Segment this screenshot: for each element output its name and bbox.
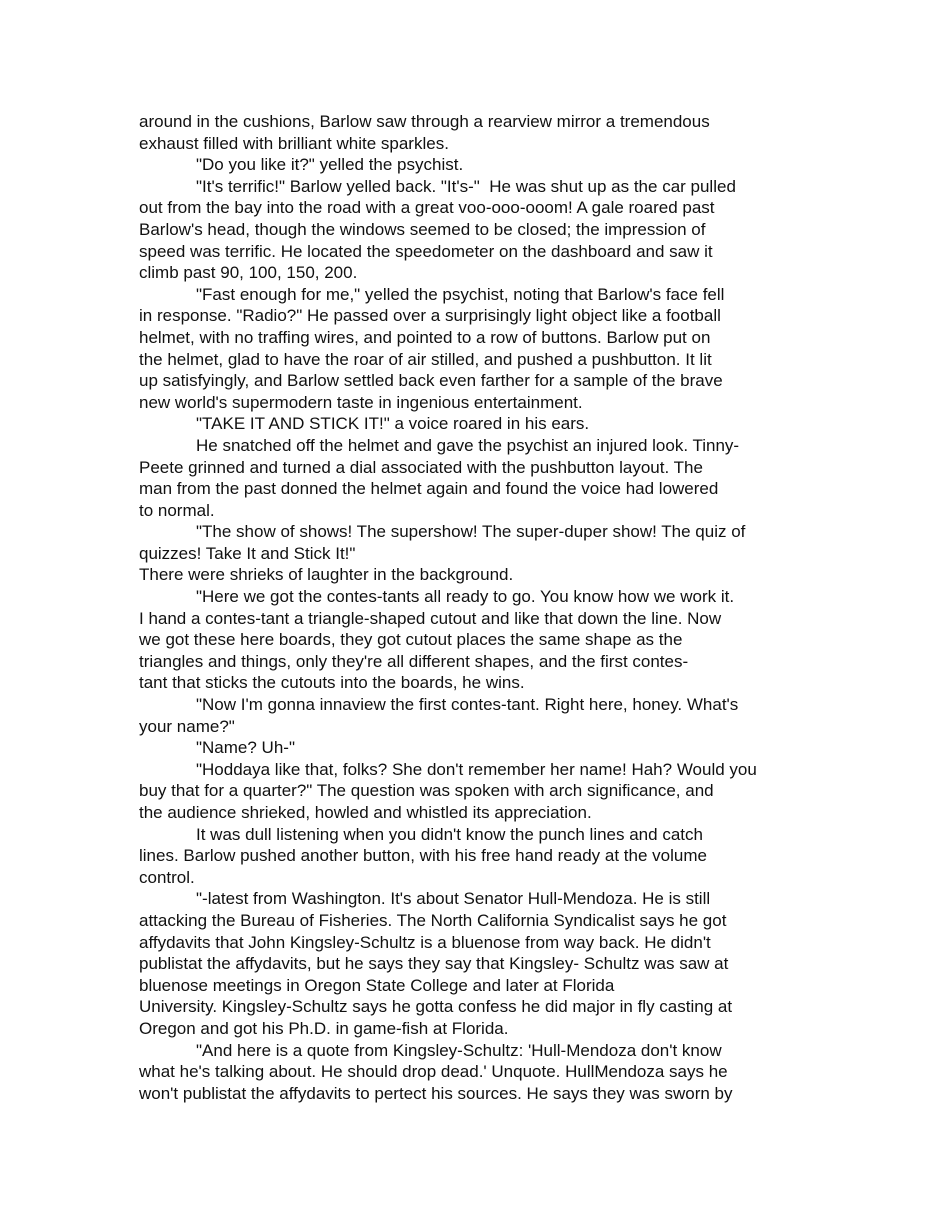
text-line: Barlow's head, though the windows seemed to be closed; the impression of: [139, 219, 706, 239]
text-line: He snatched off the helmet and gave the psychist an injured look. Tinny-: [196, 435, 740, 455]
text-line: we got these here boards, they got cutout places the same shape as the: [139, 630, 683, 650]
text-line: tant that sticks the cutouts into the boards, he wins.: [139, 673, 525, 693]
text-line: quizzes! Take It and Stick It!": [139, 543, 356, 563]
text-line: buy that for a quarter?" The question was spoken with arch significance, and: [139, 781, 714, 801]
text-line: "It's terrific!" Barlow yelled back. "It's-" He was shut up as the car pulled: [196, 176, 736, 196]
text-line: in response. "Radio?" He passed over a surprisingly light object like a football: [139, 306, 721, 326]
text-line: what he's talking about. He should drop dead.' Unquote. HullMendoza says he: [139, 1062, 728, 1082]
text-line: "Here we got the contes-tants all ready to go. You know how we work it.: [196, 587, 735, 607]
text-line: There were shrieks of laughter in the background.: [139, 565, 514, 585]
text-line: I hand a contes-tant a triangle-shaped cutout and like that down the line. Now: [139, 608, 722, 628]
text-line: "Do you like it?" yelled the psychist.: [196, 155, 464, 175]
text-line: man from the past donned the helmet again and found the voice had lowered: [139, 479, 719, 499]
text-line: won't publistat the affydavits to pertect his sources. He says they was sworn by: [139, 1083, 733, 1103]
text-line: exhaust filled with brilliant white sparkles.: [139, 133, 449, 153]
text-line: bluenose meetings in Oregon State College and later at Florida: [139, 975, 615, 995]
text-line: attacking the Bureau of Fisheries. The North California Syndicalist says he got: [139, 910, 727, 930]
text-line: to normal.: [139, 500, 215, 520]
text-line: "Name? Uh-": [196, 738, 295, 758]
text-line: It was dull listening when you didn't know the punch lines and catch: [196, 824, 703, 844]
text-line: University. Kingsley-Schultz says he gotta confess he did major in fly casting at: [139, 997, 733, 1017]
text-line: "Hoddaya like that, folks? She don't remember her name! Hah? Would you: [196, 759, 757, 779]
text-line: affydavits that John Kingsley-Schultz is a bluenose from way back. He didn't: [139, 932, 711, 952]
text-line: Peete grinned and turned a dial associated with the pushbutton layout. The: [139, 457, 703, 477]
text-line: out from the bay into the road with a great voo-ooo-ooom! A gale roared past: [139, 198, 715, 218]
text-line: "And here is a quote from Kingsley-Schultz: 'Hull-Mendoza don't know: [196, 1040, 722, 1060]
text-line: the audience shrieked, howled and whistled its appreciation.: [139, 803, 592, 822]
text-line: triangles and things, only they're all different shapes, and the first contes-: [139, 651, 689, 671]
document-page: [139, 111, 829, 1104]
body-text: [139, 111, 829, 1104]
text-line: up satisfyingly, and Barlow settled back even farther for a sample of the brave: [139, 371, 723, 391]
text-line: "Now I'm gonna innaview the first contes-tant. Right here, honey. What's: [196, 695, 739, 715]
text-line: control.: [139, 867, 195, 887]
text-line: "-latest from Washington. It's about Senator Hull-Mendoza. He is still: [196, 889, 711, 909]
text-line: your name?": [139, 716, 235, 736]
text-line: climb past 90, 100, 150, 200.: [139, 263, 358, 283]
text-line: Oregon and got his Ph.D. in game-fish at Florida.: [139, 1018, 509, 1038]
text-line: lines. Barlow pushed another button, with his free hand ready at the volume: [139, 846, 707, 866]
text-line: speed was terrific. He located the speedometer on the dashboard and saw it: [139, 241, 713, 261]
text-line: publistat the affydavits, but he says they say that Kingsley- Schultz was saw at: [139, 954, 729, 974]
text-line: around in the cushions, Barlow saw through a rearview mirror a tremendous: [139, 112, 710, 131]
text-line: helmet, with no traffing wires, and pointed to a row of buttons. Barlow put on: [139, 327, 711, 347]
text-line: "Fast enough for me," yelled the psychist, noting that Barlow's face fell: [196, 284, 725, 304]
text-line: "The show of shows! The supershow! The super-duper show! The quiz of: [196, 522, 746, 542]
text-line: the helmet, glad to have the roar of air stilled, and pushed a pushbutton. It lit: [139, 349, 712, 369]
text-line: new world's supermodern taste in ingenious entertainment.: [139, 392, 583, 412]
text-line: "TAKE IT AND STICK IT!" a voice roared in his ears.: [196, 414, 590, 434]
